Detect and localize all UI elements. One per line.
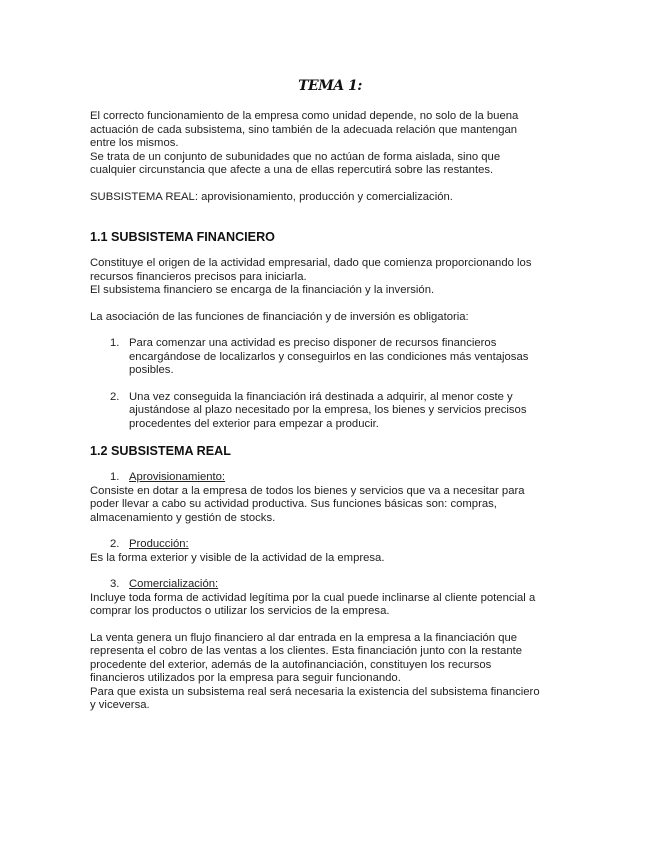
page-title: TEMA 1: (298, 78, 362, 94)
section-heading-real: 1.2 SUBSISTEMA REAL (90, 444, 231, 458)
subsection-heading-aprovisionamiento: 1. Aprovisionamiento: (110, 471, 226, 483)
financiero-paragraph-1: Constituye el origen de la actividad empresarial, dado que comienza proporcionando los recursos financieros precisos para iniciarla. (90, 257, 532, 283)
intro-paragraph-3: SUBSISTEMA REAL: aprovisionamiento, producción y comercialización. (90, 190, 453, 203)
comercializacion-paragraph: Incluye toda forma de actividad legítima por la cual puede inclinarse al cliente potencial a comprar los productos o utilizar los servicios de la empresa. (90, 591, 536, 617)
intro-paragraph-1: El correcto funcionamiento de la empresa como unidad depende, no solo de la buena actuación de cada subsistema, sino también de la adecuada relación que mantengan entre los mismos. (90, 110, 519, 149)
subsection-heading-produccion: 2. Producción: (110, 538, 189, 550)
produccion-paragraph: Es la forma exterior y visible de la actividad de la empresa. (90, 551, 385, 564)
financiero-list (90, 337, 570, 431)
financiero-paragraph-2: El subsistema financiero se encarga de la financiación y la inversión. (90, 284, 435, 296)
closing-paragraph-1: La venta genera un flujo financiero al dar entrada en la empresa a la financiación que representa el cobro de las ventas a los clientes. Esta financiación junto con la restante procedente del exterior, además de la autofinanciación, constituyen los recursos financieros utilizados por la empresa para seguir funcionando. (90, 631, 523, 684)
list-item: 2. Una vez conseguida la financiación irá destinada a adquirir, al menor coste y ajustándose al plazo necesitado por la empresa, los bienes y servicios precisos procedentes del exterior para empezar a producir. (110, 390, 527, 430)
intro-paragraph-2: Se trata de un conjunto de subunidades que no actúan de forma aislada, sino que cualquier circunstancia que afecte a una de ellas repercutirá sobre las restantes. (90, 150, 501, 176)
aprovisionamiento-paragraph: Consiste en dotar a la empresa de todos los bienes y servicios que va a necesitar para poder llevar a cabo su actividad productiva. Sus funciones básicas son: compras, almacenamiento y gestión de stocks. (90, 484, 525, 524)
list-item: 1. Para comenzar una actividad es preciso disponer de recursos financieros encargándose de localizarlos y conseguirlos en las condiciones más ventajosas posibles. (110, 337, 529, 376)
financiero-paragraph-3: La asociación de las funciones de financiación y de inversión es obligatoria: (90, 310, 469, 323)
subsection-heading-comercializacion: 3. Comercialización: (110, 578, 219, 590)
closing-paragraph-2: Para que exista un subsistema real será necesaria la existencia del subsistema financiero y viceversa. (90, 685, 540, 711)
document-page (90, 78, 570, 713)
section-heading-financiero: 1.1 SUBSISTEMA FINANCIERO (90, 230, 275, 244)
